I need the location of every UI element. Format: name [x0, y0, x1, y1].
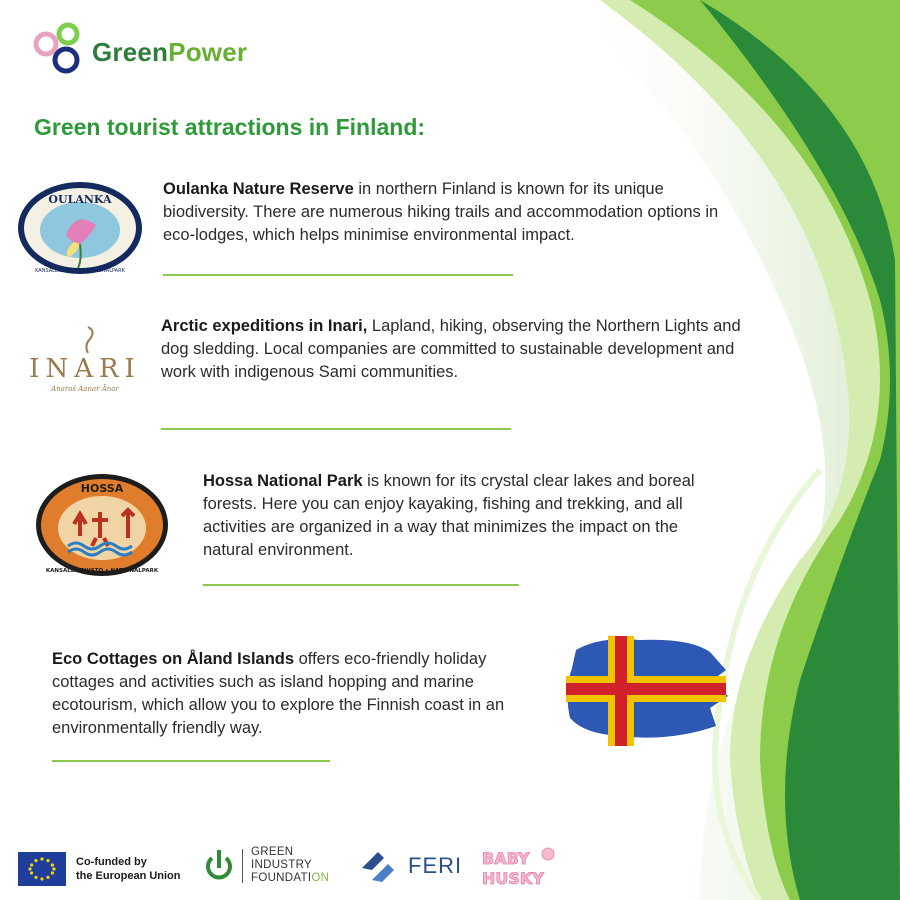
hossa-logo	[34, 472, 170, 578]
inari-logo	[22, 325, 148, 395]
svg-text:KANSALLISPUISTO • NATIONALPARK: KANSALLISPUISTO • NATIONALPARK	[45, 568, 159, 574]
divider	[203, 584, 519, 586]
aland-flag-icon	[560, 630, 730, 750]
svg-text:Anaraš Aanar Ānar: Anaraš Aanar Ānar	[51, 385, 119, 393]
item-aland-text: Eco Cottages on Åland Islands offers eco-friendly holiday cottages and activities such as island hopping and marine ecotourism, which allow you to explore the Finnish coast in an environmentally friendly way.	[52, 650, 505, 737]
green-industry-foundation-logo: GREEN INDUSTRY FOUNDATION	[204, 846, 329, 885]
svg-text:HOSSA: HOSSA	[80, 482, 124, 495]
svg-text:INARI: INARI	[29, 354, 141, 384]
page-title: Green tourist attractions in Finland:	[34, 114, 426, 140]
item-inari-text: Arctic expeditions in Inari, Lapland, hiking, observing the Northern Lights and dog sledding. Local companies are committed to sustainable development and work with indigenous Sami communities.	[161, 317, 741, 381]
feri-arrow-icon	[358, 846, 402, 886]
divider	[52, 760, 330, 762]
brand-name: GreenPower	[92, 36, 248, 67]
feri-logo: FERI	[358, 846, 462, 886]
svg-text:OULANKA: OULANKA	[48, 193, 112, 206]
item-oulanka-text: Oulanka Nature Reserve in northern Finland is known for its unique biodiversity. There are numerous hiking trails and accommodation options in eco-lodges, which helps minimise environmental impact.	[163, 180, 719, 244]
svg-text:HUSKY: HUSKY	[482, 869, 544, 888]
divider	[161, 428, 511, 430]
interlocking-rings-icon	[30, 22, 88, 82]
svg-text:KANSALLISPUISTO • NATIONALPARK: KANSALLISPUISTO • NATIONALPARK	[35, 268, 125, 274]
brand-header	[30, 22, 247, 82]
oulanka-logo	[16, 180, 144, 276]
item-hossa-text: Hossa National Park is known for its crystal clear lakes and boreal forests. Here you can enjoy kayaking, fishing and trekking, and all activities are organized in a way that minimizes the impact on the natural environment.	[203, 472, 695, 559]
babyhusky-logo	[478, 842, 558, 895]
power-icon	[204, 848, 234, 884]
svg-text:BABY: BABY	[482, 849, 530, 868]
divider	[163, 274, 513, 276]
eu-cofunded: Co-funded by the European Union	[18, 852, 181, 886]
eu-flag-icon	[18, 852, 66, 886]
